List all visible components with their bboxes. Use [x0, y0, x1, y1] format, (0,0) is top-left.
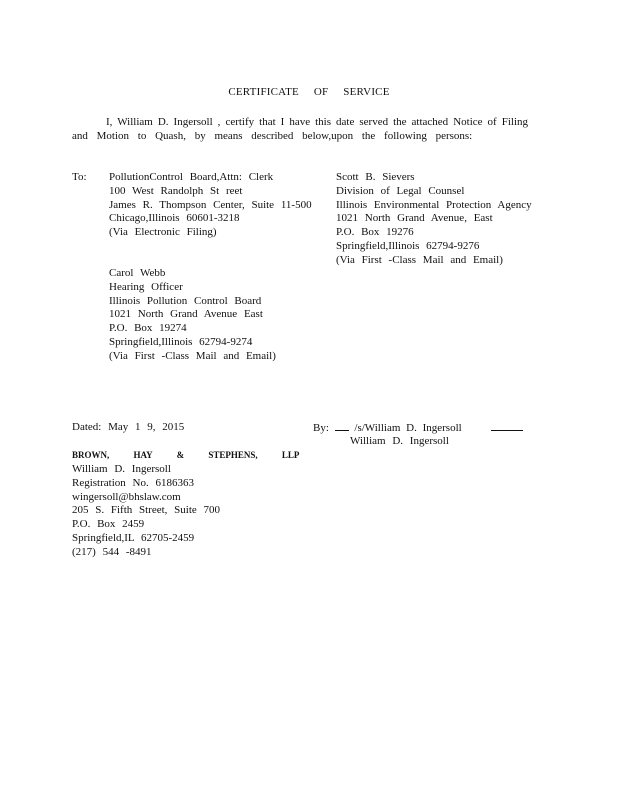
address-line: Springfield,Illinois 62794-9276 — [336, 239, 480, 252]
date-line: Dated: May 1 9, 2015 — [72, 421, 185, 433]
firm-name: BROWN, HAY & STEPHENS, LLP — [72, 450, 300, 460]
address-line: P.O. Box 19276 — [336, 226, 414, 239]
certification-line-1: I, William D. Ingersoll , certify that I have this date served the attached Notice of Filing — [106, 116, 528, 128]
by-label: By: — [313, 422, 329, 434]
address-line: PollutionControl Board,Attn: Clerk — [109, 171, 274, 183]
electronic-signature: /s/William D. Ingersoll — [354, 422, 462, 434]
address-line: 100 West Randolph St reet — [109, 184, 243, 197]
address-line: Illinois Pollution Control Board — [109, 294, 262, 307]
po-box: P.O. Box 2459 — [72, 518, 145, 531]
certification-line-2: and Motion to Quash, by means described below,upon the following persons: — [72, 130, 473, 142]
address-line: Scott B. Sievers — [336, 171, 415, 183]
registration-number: Registration No. 6186363 — [72, 476, 194, 489]
address-line: Carol Webb — [109, 267, 166, 279]
recipient-carol-webb — [109, 267, 276, 364]
address-line: James R. Thompson Center, Suite 11-500 — [109, 198, 312, 211]
firm-contact-block — [72, 463, 220, 560]
address-line: Hearing Officer — [109, 280, 183, 293]
address-line: Chicago,Illinois 60601-3218 — [109, 212, 240, 225]
address-line: (Via First -Class Mail and Email) — [336, 253, 503, 266]
address-line: (Via Electronic Filing) — [109, 226, 217, 239]
certification-paragraph — [72, 115, 528, 143]
recipient-scott-sievers — [336, 171, 532, 268]
signature-underline — [335, 421, 349, 431]
email-address: wingersoll@bhslaw.com — [72, 490, 181, 503]
street-address: 205 S. Fifth Street, Suite 700 — [72, 504, 221, 517]
address-line: Illinois Environmental Protection Agency — [336, 198, 532, 211]
signer-name: William D. Ingersoll — [350, 435, 449, 447]
signature-line — [313, 421, 523, 434]
recipient-pollution-control-board — [109, 171, 312, 240]
attorney-name: William D. Ingersoll — [72, 463, 171, 475]
signature-underline — [491, 421, 523, 431]
address-line: P.O. Box 19274 — [109, 322, 187, 335]
address-line: Division of Legal Counsel — [336, 184, 465, 197]
phone-number: (217) 544 -8491 — [72, 545, 152, 558]
address-line: 1021 North Grand Avenue, East — [336, 212, 493, 225]
address-line: (Via First -Class Mail and Email) — [109, 349, 276, 362]
address-line: 1021 North Grand Avenue East — [109, 308, 263, 321]
address-line: Springfield,Illinois 62794-9274 — [109, 335, 253, 348]
city-state-zip: Springfield,IL 62705-2459 — [72, 531, 195, 544]
to-label: To: — [72, 171, 87, 183]
document-title: CERTIFICATE OF SERVICE — [228, 86, 390, 98]
